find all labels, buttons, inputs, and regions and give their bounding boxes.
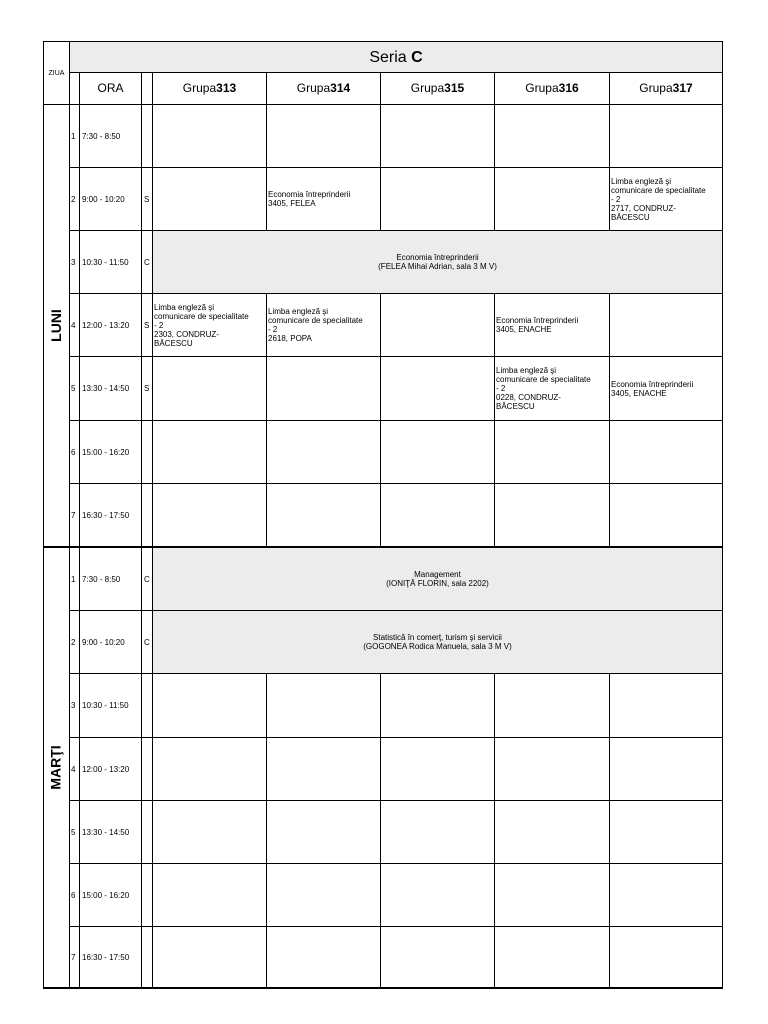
course-cell-316 [495,674,610,738]
slot-type [142,611,153,674]
slot-time [80,738,142,801]
slot-type-value: C [144,574,150,584]
course-line: 0228, CONDRUZ- [496,393,561,402]
slot-type [142,864,153,927]
course-line: 2717, CONDRUZ- [611,203,676,213]
group-prefix: Grupa [182,81,217,95]
day-name: LUNI [48,309,65,342]
ziua-label: ZIUA [48,69,65,77]
course-cell-315 [381,168,495,231]
slot-index [70,105,80,168]
course-line: - 2 [611,194,621,204]
group-number: 317 [672,81,693,95]
slot-time-value: 16:30 - 17:50 [82,510,130,520]
group-header-315 [381,73,495,105]
slot-index [70,611,80,674]
slot-type [142,168,153,231]
course-cell-315 [381,421,495,484]
course-cell-314 [267,674,381,738]
course-cell-315 [381,864,495,927]
course-cell-317 [610,738,723,801]
course-cell-313 [153,294,267,357]
course-cell-317 [610,864,723,927]
course-cell-316 [495,801,610,864]
slot-index [70,801,80,864]
slot-time [80,357,142,421]
course-cell-313 [153,738,267,801]
slot-time-value: 12:00 - 13:20 [82,764,130,774]
group-number: 316 [558,81,579,95]
slot-time-value: 9:00 - 10:20 [82,194,125,204]
slot-time [80,105,142,168]
course-cell-315 [381,738,495,801]
slot-index-value: 3 [71,701,76,710]
course-cell-316 [495,927,610,988]
course-cell-317 [610,484,723,548]
slot-time [80,548,142,611]
ora-label: ORA [97,81,124,95]
course-cell-314 [267,294,381,357]
slot-index-value: 1 [71,574,76,584]
slot-index [70,738,80,801]
slot-index-value: 1 [71,131,76,141]
course-cell-313 [153,674,267,738]
slot-type [142,738,153,801]
merged-course-cell [153,611,723,674]
course-line: Economia întreprinderii [268,190,351,199]
type-header-cell [142,73,153,105]
slot-index-value: 5 [71,384,76,393]
course-line: comunicare de specialitate [154,311,249,321]
course-cell-314 [267,801,381,864]
slot-index-value: 7 [71,510,76,520]
course-cell-313 [153,864,267,927]
ora-header [80,73,142,105]
course-cell-317 [610,674,723,738]
course-cell-316 [495,168,610,231]
course-cell-314 [267,421,381,484]
course-line: BĂCESCU [496,402,535,411]
group-number: 314 [330,81,351,95]
course-line: BĂCESCU [611,212,650,222]
series-prefix: Seria [369,48,407,66]
slot-index [70,421,80,484]
group-header-316 [495,73,610,105]
slot-time-value: 10:30 - 11:50 [82,701,129,710]
course-cell-317 [610,168,723,231]
slot-time-value: 15:00 - 16:20 [82,447,130,457]
slot-time-value: 16:30 - 17:50 [82,952,130,962]
slot-time-value: 13:30 - 14:50 [82,384,130,393]
course-cell-315 [381,484,495,548]
blank-header-cell [70,73,80,105]
course-cell-317 [610,421,723,484]
course-cell-315 [381,801,495,864]
course-line: 3405, ENACHE [496,325,552,334]
slot-type-value: S [144,320,150,330]
slot-type-value: S [144,384,150,393]
course-cell-313 [153,168,267,231]
course-line: - 2 [496,384,506,393]
slot-index [70,484,80,548]
slot-index-value: 4 [71,764,76,774]
series-title [70,42,723,73]
series-letter: C [411,48,423,66]
course-line: Limba engleză şi [268,307,329,316]
course-line: 2618, POPA [268,334,312,343]
course-line: BĂCESCU [154,338,193,348]
slot-type-value: S [144,194,150,204]
slot-type [142,294,153,357]
slot-time-value: 12:00 - 13:20 [82,320,130,330]
merged-course-cell [153,548,723,611]
course-line: Management [414,570,461,579]
course-cell-313 [153,484,267,548]
slot-type [142,801,153,864]
slot-type [142,105,153,168]
course-cell-314 [267,168,381,231]
merged-course-text [378,253,497,271]
slot-time-value: 13:30 - 14:50 [82,827,130,837]
group-prefix: Grupa [525,81,559,95]
course-cell-316 [495,864,610,927]
group-prefix: Grupa [296,81,331,95]
group-prefix: Grupa [639,81,673,95]
slot-time [80,484,142,548]
slot-index [70,548,80,611]
course-line: (IONIŢĂ FLORIN, sala 2202) [386,579,489,588]
slot-time-value: 7:30 - 8:50 [82,131,121,141]
schedule-table [43,41,723,989]
slot-index [70,864,80,927]
course-cell-316 [495,421,610,484]
group-number: 315 [444,81,465,95]
slot-time [80,421,142,484]
slot-time [80,927,142,988]
merged-course-text [386,570,489,588]
course-line: Economia întreprinderii [496,316,579,325]
course-cell-316 [495,357,610,421]
course-cell-315 [381,927,495,988]
slot-index [70,168,80,231]
course-cell-313 [153,927,267,988]
course-cell-313 [153,357,267,421]
course-cell-314 [267,927,381,988]
course-line: 3405, FELEA [268,199,316,208]
course-cell-314 [267,864,381,927]
slot-index-value: 3 [71,257,76,267]
slot-type [142,927,153,988]
slot-time-value: 7:30 - 8:50 [82,574,121,584]
course-line: Economia întreprinderii [611,379,694,389]
course-cell-313 [153,801,267,864]
course-cell-317 [610,105,723,168]
course-line: comunicare de specialitate [496,375,591,384]
course-line: comunicare de specialitate [611,185,706,195]
course-line: 2303, CONDRUZ- [154,329,219,339]
slot-type [142,674,153,738]
course-line: 3405, ENACHE [611,388,667,398]
course-line: - 2 [268,325,278,334]
day-label-1 [44,105,70,548]
slot-index-value: 6 [71,447,76,457]
slot-index [70,231,80,294]
slot-index-value: 2 [71,637,76,647]
course-line: Limba engleză şi [496,366,557,375]
merged-course-text [363,633,512,651]
group-number: 313 [216,81,237,95]
course-line: Limba engleză şi [154,302,215,312]
slot-time [80,611,142,674]
course-line: Economia întreprinderii [396,253,479,262]
slot-index-value: 6 [71,890,76,900]
slot-time [80,294,142,357]
slot-type [142,231,153,294]
slot-time [80,231,142,294]
slot-time-value: 9:00 - 10:20 [82,637,125,647]
group-prefix: Grupa [410,81,445,95]
course-line: Statistică în comerţ, turism şi servicii [373,633,502,642]
course-cell-315 [381,674,495,738]
group-header-313 [153,73,267,105]
course-cell-317 [610,801,723,864]
course-cell-317 [610,294,723,357]
course-cell-315 [381,294,495,357]
course-cell-314 [267,357,381,421]
course-line: (GOGONEA Rodica Manuela, sala 3 M V) [363,642,512,651]
ziua-header [44,42,70,105]
course-cell-317 [610,927,723,988]
slot-time [80,168,142,231]
slot-type-value: C [144,257,150,267]
slot-type [142,548,153,611]
course-line: (FELEA Mihai Adrian, sala 3 M V) [378,262,497,271]
slot-type-value: C [144,637,150,647]
slot-type [142,421,153,484]
group-header-317 [610,73,723,105]
group-header-314 [267,73,381,105]
course-cell-316 [495,294,610,357]
slot-index-value: 7 [71,952,76,962]
slot-index [70,927,80,988]
slot-index [70,294,80,357]
slot-index-value: 2 [71,194,76,204]
course-cell-316 [495,484,610,548]
slot-index-value: 5 [71,827,76,837]
course-cell-316 [495,738,610,801]
slot-time-value: 10:30 - 11:50 [82,257,129,267]
course-cell-317 [610,357,723,421]
slot-index [70,357,80,421]
course-cell-315 [381,357,495,421]
day-label-2 [44,548,70,988]
slot-index [70,674,80,738]
merged-course-cell [153,231,723,294]
course-cell-314 [267,738,381,801]
slot-time [80,864,142,927]
course-cell-316 [495,105,610,168]
course-cell-314 [267,484,381,548]
course-cell-315 [381,105,495,168]
course-line: comunicare de specialitate [268,316,363,325]
slot-index-value: 4 [71,320,76,330]
slot-time-value: 15:00 - 16:20 [82,890,130,900]
slot-type [142,357,153,421]
course-line: - 2 [154,320,164,330]
course-cell-313 [153,105,267,168]
slot-type [142,484,153,548]
course-cell-313 [153,421,267,484]
slot-time [80,801,142,864]
day-name: MARŢI [48,745,65,790]
course-line: Limba engleză şi [611,176,672,186]
slot-time [80,674,142,738]
course-cell-314 [267,105,381,168]
